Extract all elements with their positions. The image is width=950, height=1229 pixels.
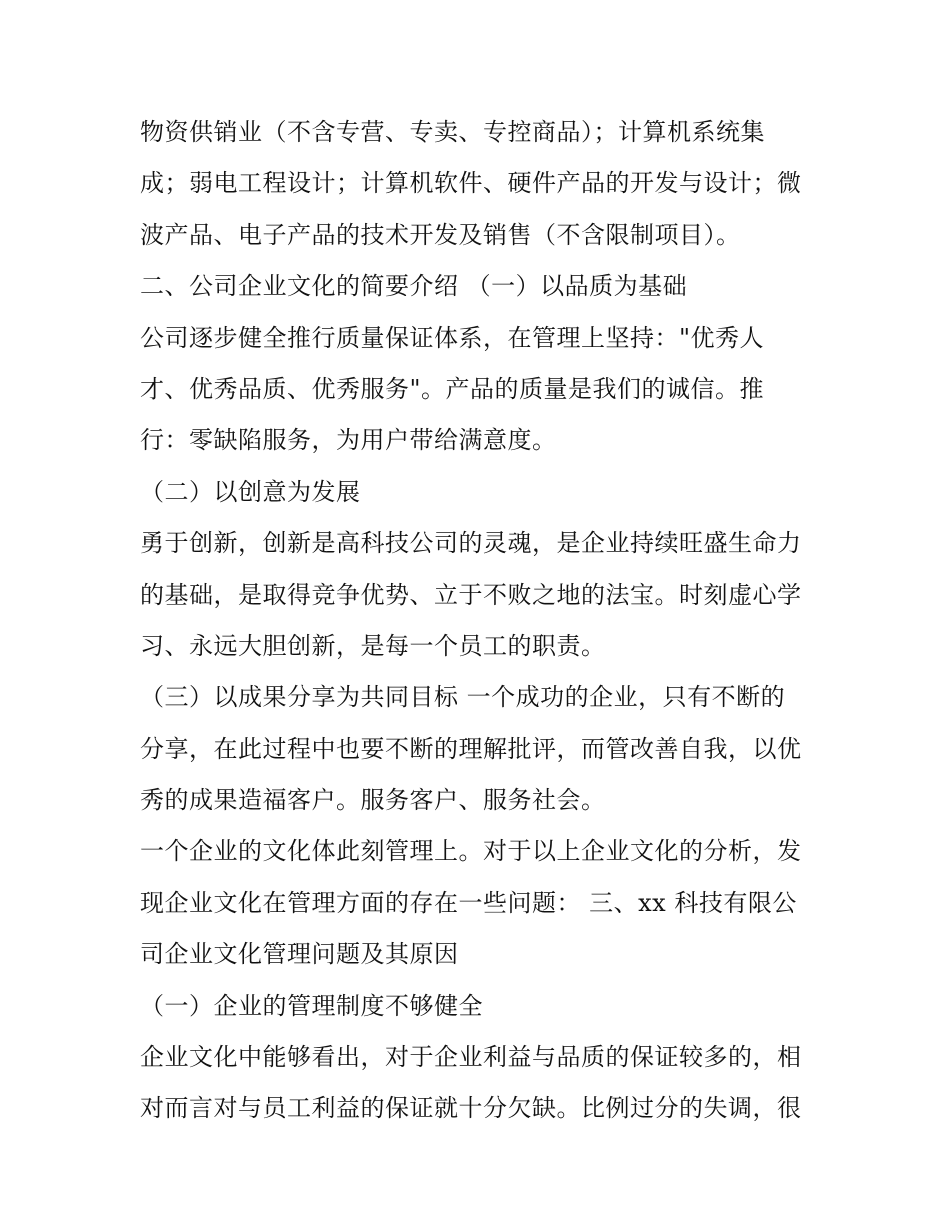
text-line: 波产品、电子产品的技术开发及销售（不含限制项目）。 bbox=[140, 220, 741, 249]
subsection-heading: （二）以创意为发展 bbox=[140, 477, 361, 506]
text-line: 现企业文化在管理方面的存在一些问题： 三、xx 科技有限公 bbox=[140, 888, 797, 917]
text-line: 勇于创新，创新是高科技公司的灵魂，是企业持续旺盛生命力 bbox=[140, 529, 802, 558]
text-line: 秀的成果造福客户。服务客户、服务社会。 bbox=[140, 786, 606, 815]
subsection-heading: （三）以成果分享为共同目标 一个成功的企业，只有不断的 bbox=[140, 683, 786, 712]
text-line: 公司逐步健全推行质量保证体系，在管理上坚持："优秀人 bbox=[140, 323, 765, 352]
document-body bbox=[140, 107, 830, 1135]
text-line: 才、优秀品质、优秀服务"。产品的质量是我们的诚信。推 bbox=[140, 374, 765, 403]
text-line: 成；弱电工程设计；计算机软件、硬件产品的开发与设计；微 bbox=[140, 169, 802, 198]
text-line: 对而言对与员工利益的保证就十分欠缺。比例过分的失调，很 bbox=[140, 1094, 802, 1123]
text-line: 的基础，是取得竞争优势、立于不败之地的法宝。时刻虚心学 bbox=[140, 580, 802, 609]
text-line: 司企业文化管理问题及其原因 bbox=[140, 940, 459, 969]
subsection-heading: （一）企业的管理制度不够健全 bbox=[140, 991, 483, 1020]
text-line: 分享，在此过程中也要不断的理解批评，而管改善自我，以优 bbox=[140, 734, 802, 763]
text-line: 物资供销业（不含专营、专卖、专控商品）；计算机系统集 bbox=[140, 118, 765, 146]
text-line: 行：零缺陷服务，为用户带给满意度。 bbox=[140, 426, 557, 455]
text-line: 习、永远大胆创新，是每一个员工的职责。 bbox=[140, 631, 606, 660]
text-line: 一个企业的文化体此刻管理上。对于以上企业文化的分析，发 bbox=[140, 837, 802, 866]
section-heading: 二、公司企业文化的简要介绍 （一）以品质为基础 bbox=[140, 272, 688, 301]
text-line: 企业文化中能够看出，对于企业利益与品质的保证较多的，相 bbox=[140, 1043, 802, 1072]
